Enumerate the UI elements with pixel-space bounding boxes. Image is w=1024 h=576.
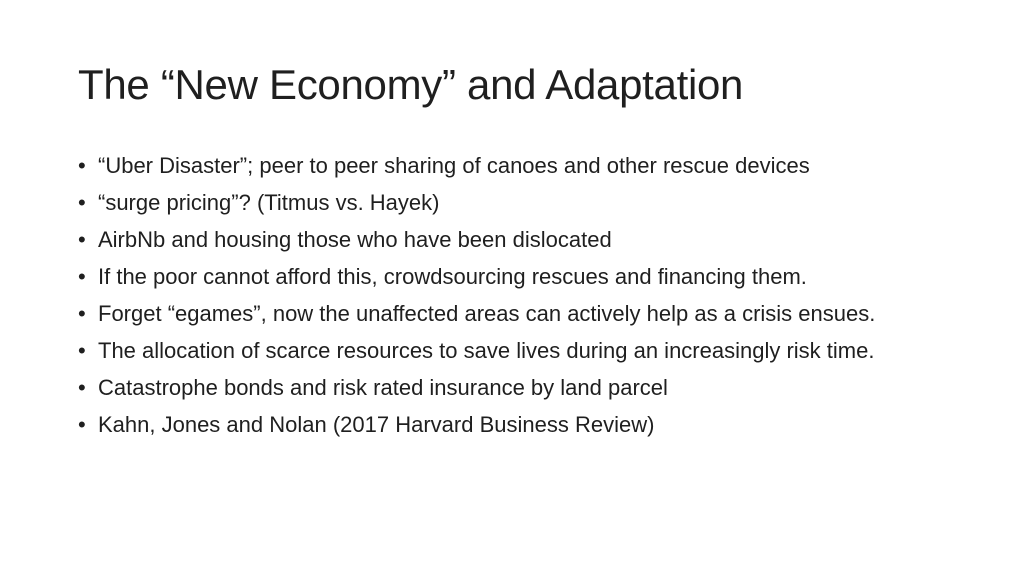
bullet-dot-icon: • (78, 264, 86, 289)
bullet-text: “Uber Disaster”; peer to peer sharing of canoes and other rescue devices (98, 153, 810, 178)
bullet-item (78, 300, 958, 327)
bullet-text: AirbNb and housing those who have been dislocated (98, 227, 612, 252)
bullet-text: Forget “egames”, now the unaffected areas can actively help as a crisis ensues. (98, 301, 876, 326)
bullet-text: The allocation of scarce resources to save lives during an increasingly risk time. (98, 338, 875, 363)
bullet-dot-icon: • (78, 375, 86, 400)
slide-title: The “New Economy” and Adaptation (78, 61, 744, 108)
bullet-item (78, 374, 958, 401)
bullet-dot-icon: • (78, 190, 86, 215)
bullet-item (78, 189, 958, 216)
bullet-dot-icon: • (78, 227, 86, 252)
bullet-item (78, 152, 958, 179)
bullet-dot-icon: • (78, 412, 86, 437)
bullet-item (78, 337, 958, 364)
bullet-item (78, 226, 958, 253)
bullet-text: Kahn, Jones and Nolan (2017 Harvard Business Review) (98, 412, 655, 437)
bullet-text: If the poor cannot afford this, crowdsourcing rescues and financing them. (98, 264, 807, 289)
bullet-text: “surge pricing”? (Titmus vs. Hayek) (98, 190, 440, 215)
bullet-item (78, 263, 958, 290)
bullet-dot-icon: • (78, 153, 86, 178)
bullet-list (78, 152, 958, 448)
bullet-text: Catastrophe bonds and risk rated insurance by land parcel (98, 375, 668, 400)
bullet-dot-icon: • (78, 338, 86, 363)
bullet-item (78, 411, 958, 438)
bullet-dot-icon: • (78, 301, 86, 326)
